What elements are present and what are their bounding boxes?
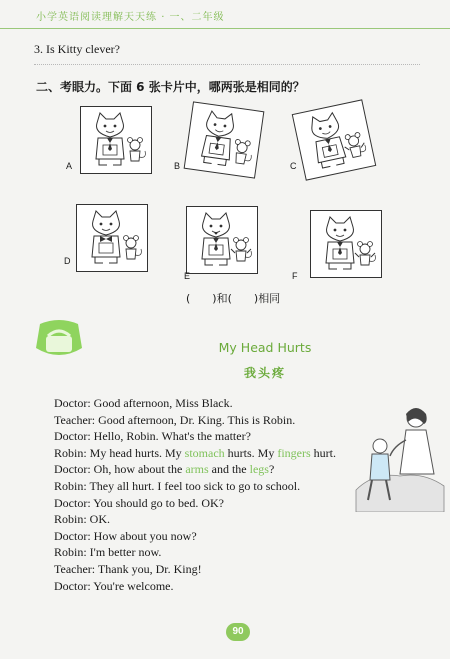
book-title: 小学英语阅读理解天天练 [36, 12, 157, 23]
dialog-text: Doctor: Hello, Robin. What's the matter? [54, 429, 251, 444]
card-label-b: B [174, 161, 181, 171]
dialog-text: Doctor: You should go to bed. OK? [54, 495, 224, 510]
card-f [310, 210, 382, 278]
doctor-patient-illustration [354, 400, 446, 512]
card-label-f: F [292, 271, 298, 281]
answer-suffix: 相同 [258, 292, 281, 305]
answer-blank-2[interactable]: ( ) [227, 292, 259, 305]
dialog-text: Doctor: Good afternoon, Miss Black. [54, 396, 233, 410]
answer-line [186, 290, 280, 306]
card-c [292, 99, 377, 180]
dialog-line [54, 495, 364, 512]
dialog-text: Robin: My head hurts. My [54, 445, 185, 460]
cat-mouse-picture [81, 107, 151, 173]
highlighted-word: arms [185, 462, 209, 477]
card-e [186, 206, 258, 274]
dialog-text: Teacher: Thank you, Dr. King! [54, 561, 202, 576]
dialog-line [54, 478, 364, 495]
story-title-en: My Head Hurts [218, 340, 312, 355]
question-3: 3. Is Kitty clever? [34, 42, 120, 56]
dialog-text: and the [208, 462, 250, 477]
dialog-text: Doctor: Oh, how about the [54, 462, 186, 477]
dialog-line [54, 395, 364, 412]
book-header: 小学英语阅读理解天天练 · 一、二年级 [36, 12, 225, 23]
cat-mouse-picture [293, 100, 375, 179]
dialog-text: Doctor: How about you now? [54, 528, 197, 543]
card-label-e: E [184, 271, 191, 281]
card-a [80, 106, 152, 174]
card-label-a: A [66, 161, 73, 171]
section-title: 二、考眼力。下面 6 张卡片中，哪两张是相同的？ [36, 80, 305, 94]
cat-mouse-picture [185, 102, 264, 177]
card-b [184, 101, 265, 178]
card-label-d: D [64, 256, 71, 266]
highlighted-word: stomach [184, 445, 225, 460]
answer-and: 和 [216, 292, 228, 305]
dialog-line [54, 412, 364, 429]
header-divider [0, 28, 450, 29]
cat-mouse-picture [187, 207, 257, 273]
dialog-text: ? [268, 462, 275, 477]
dialog-line [54, 445, 364, 462]
dialog-text: Robin: OK. [54, 512, 111, 527]
dialog-text: Doctor: You're welcome. [54, 578, 174, 593]
dialog-line [54, 461, 364, 478]
dialog-line [54, 428, 364, 445]
page-number: 90 [226, 623, 250, 641]
card-label-c: C [290, 161, 297, 171]
dialog-line [54, 544, 364, 561]
card-d [76, 204, 148, 272]
dialog-text: Robin: I'm better now. [54, 545, 162, 560]
dialog-line [54, 578, 364, 595]
dialog-text: Robin: They all hurt. I feel too sick to go to school. [54, 478, 301, 493]
dialog-text: Teacher: Good afternoon, Dr. King. This is Robin. [54, 412, 296, 427]
book-grade: 一、二年级 [169, 12, 225, 23]
dialog-text: hurt. [310, 445, 337, 460]
highlighted-word: legs [249, 462, 269, 477]
cat-mouse-picture [311, 211, 381, 277]
answer-blank-1[interactable]: ( ) [186, 292, 217, 305]
story-title-cn: 我头疼 [243, 366, 286, 380]
dialog [54, 395, 364, 594]
dialog-line [54, 561, 364, 578]
dialog-text: hurts. My [224, 445, 278, 460]
dialog-line [54, 511, 364, 528]
cat-mouse-picture [77, 205, 147, 271]
answer-rule [34, 64, 420, 65]
dialog-line [54, 528, 364, 545]
highlighted-word: fingers [277, 445, 311, 460]
